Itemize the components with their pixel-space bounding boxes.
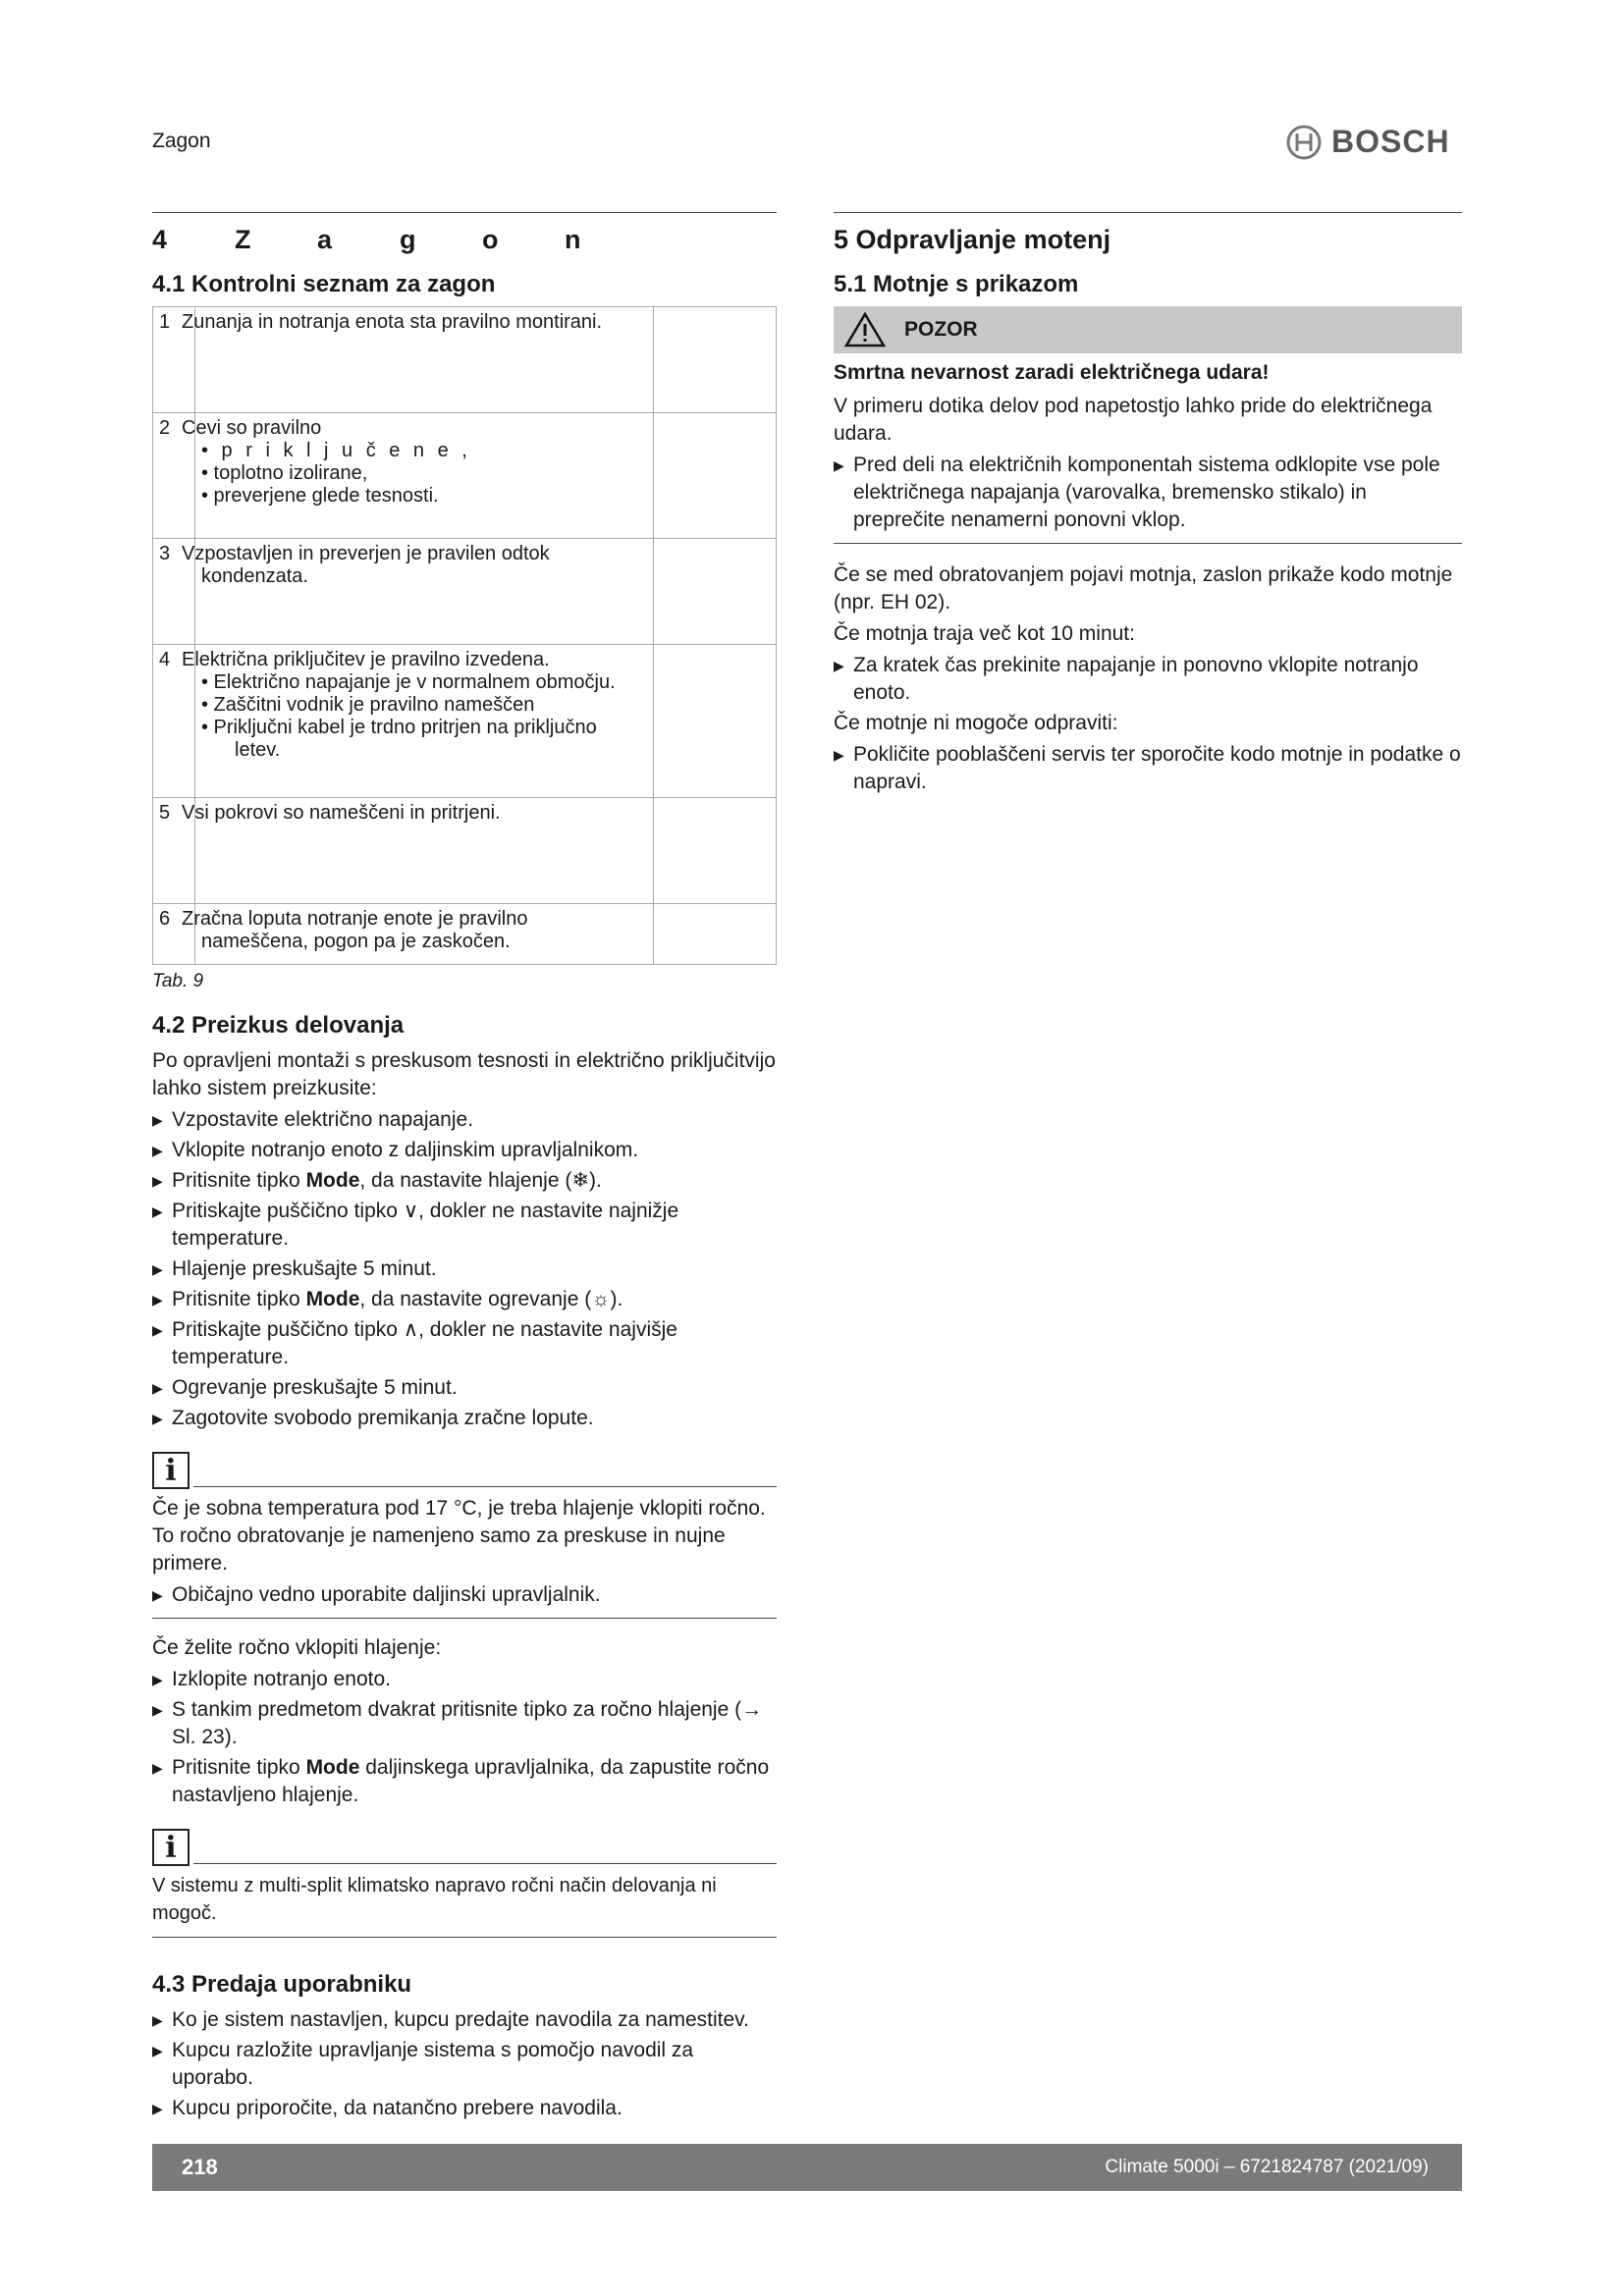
test-steps <box>152 1106 777 1432</box>
check-cell <box>654 645 777 798</box>
table-row: 2 Cevi so pravilno • p r i k l j u č e n e , • toplotno izolirane, • preverjene glede tesnosti. <box>153 413 777 539</box>
checklist-table <box>152 306 777 965</box>
manual-intro: Če želite ročno vklopiti hlajenje: <box>152 1636 442 1659</box>
list-item: ▶ Običajno vedno uporabite daljinski upravljalnik. <box>152 1581 777 1609</box>
intro-text: Po opravljeni montaži s preskusom tesnosti in električno priključitvijo lahko sistem preizkusite: <box>152 1049 776 1099</box>
check-cell <box>654 307 777 413</box>
page-footer <box>152 2144 1462 2191</box>
list-item: ▶ Pokličite pooblaščeni servis ter sporočite kodo motnje in podatke o napravi. <box>834 741 1462 796</box>
running-header: Zagon <box>152 130 211 152</box>
list-item: ▶ Za kratek čas prekinite napajanje in ponovno vklopite notranjo enoto. <box>834 652 1462 707</box>
list-item: ▶ Kupcu razložite upravljanje sistema s pomočjo navodil za uporabo. <box>152 2037 777 2092</box>
list-item: ▶ Pritisnite tipko Mode, da nastavite hlajenje (❄). <box>152 1167 777 1195</box>
left-column <box>152 212 777 2125</box>
section-4-title: 4 Z a g o n <box>152 225 581 254</box>
paragraph: Če se med obratovanjem pojavi motnja, zaslon prikaže kodo motnje (npr. EH 02). <box>834 563 1453 614</box>
section-4-2-title: 4.2 Preizkus delovanja <box>152 1012 405 1039</box>
table-row: 3 Vzpostavljen in preverjen je pravilen odtok kondenzata. <box>153 539 777 645</box>
list-item: ▶ Pritisnite tipko Mode daljinskega upravljalnika, da zapustite ročno nastavljeno hlajenje. <box>152 1754 777 1809</box>
info-icon: i <box>152 1829 189 1866</box>
list-item: ▶ Kupcu priporočite, da natančno prebere navodila. <box>152 2095 777 2122</box>
check-cell <box>654 798 777 904</box>
list-item: ▶ Izklopite notranjo enoto. <box>152 1666 777 1693</box>
info-note: i Če je sobna temperatura pod 17 °C, je treba hlajenje vklopiti ročno. To ročno obratovanje je namenjeno samo za preskuse in nujne primere. ▶ Običajno vedno uporabite daljinski upravljalnik. <box>152 1452 777 1619</box>
handover-steps <box>152 2006 777 2122</box>
table-row: 1 Zunanja in notranja enota sta pravilno montirani. <box>153 307 777 413</box>
paragraph: Če motnje ni mogoče odpraviti: <box>834 712 1118 734</box>
list-item: ▶ S tankim predmetom dvakrat pritisnite tipko za ročno hlajenje (→ Sl. 23). <box>152 1696 777 1751</box>
warning-title: Smrtna nevarnost zaradi električnega udara! <box>834 361 1270 384</box>
list-item: ▶ Ogrevanje preskušajte 5 minut. <box>152 1374 777 1402</box>
section-5-title: 5 Odpravljanje motenj <box>834 225 1111 254</box>
table-row: 4 Električna priključitev je pravilno izvedena. • Električno napajanje je v normalnem območju. • Zaščitni vodnik je pravilno nameščen • Priključni kabel je trdno pritrjen na priključno letev. <box>153 645 777 798</box>
info-note: i V sistemu z multi-split klimatsko napravo ročni način delovanja ni mogoč. <box>152 1829 777 1938</box>
paragraph: Če motnja traja več kot 10 minut: <box>834 622 1135 645</box>
warning-block: POZOR Smrtna nevarnost zaradi električnega udara! V primeru dotika delov pod napetostjo lahko pride do električnega udara. ▶ Pred deli na električnih komponentah sistema odklopite vse pole električnega napajanja (varovalka, bremensko stikalo) in preprečite nenamerni ponovni vklop. <box>834 306 1462 544</box>
bosch-armature-icon <box>1286 125 1322 160</box>
list-item: ▶ Ko je sistem nastavljen, kupcu predajte navodila za namestitev. <box>152 2006 777 2034</box>
warning-triangle-icon <box>843 311 887 348</box>
table-caption: Tab. 9 <box>152 971 204 991</box>
list-item: ▶ Zagotovite svobodo premikanja zračne lopute. <box>152 1405 777 1432</box>
right-column <box>834 212 1462 799</box>
list-item: ▶ Vklopite notranjo enoto z daljinskim upravljalnikom. <box>152 1137 777 1164</box>
list-item: ▶ Pritiskajte puščično tipko ∨, dokler ne nastavite najnižje temperature. <box>152 1198 777 1253</box>
document-reference: Climate 5000i – 6721824787 (2021/09) <box>1105 2157 1429 2177</box>
check-cell <box>654 413 777 539</box>
section-5-1-title: 5.1 Motnje s prikazom <box>834 271 1079 297</box>
list-item: ▶ Pred deli na električnih komponentah sistema odklopite vse pole električnega napajanja (varovalka, bremensko stikalo) in preprečite nenamerni ponovni vklop. <box>834 452 1462 534</box>
warning-label: POZOR <box>904 318 978 341</box>
list-item: ▶ Hlajenje preskušajte 5 minut. <box>152 1255 777 1283</box>
info-icon: i <box>152 1452 189 1489</box>
section-4-3-title: 4.3 Predaja uporabniku <box>152 1971 412 1998</box>
list-item: ▶ Pritisnite tipko Mode, da nastavite ogrevanje (☼). <box>152 1286 777 1313</box>
page-number: 218 <box>182 2155 218 2179</box>
manual-steps <box>152 1666 777 1809</box>
list-item: ▶ Pritiskajte puščično tipko ∧, dokler ne nastavite najvišje temperature. <box>152 1316 777 1371</box>
check-cell <box>654 539 777 645</box>
check-cell <box>654 904 777 965</box>
warning-bar <box>834 306 1462 353</box>
section-4-1-title: 4.1 Kontrolni seznam za zagon <box>152 271 496 297</box>
brand-wordmark: BOSCH <box>1331 124 1450 159</box>
list-item: ▶ Vzpostavite električno napajanje. <box>152 1106 777 1134</box>
table-row: 6 Zračna loputa notranje enote je pravilno nameščena, pogon pa je zaskočen. <box>153 904 777 965</box>
brand-logo <box>1286 124 1450 160</box>
table-row: 5 Vsi pokrovi so nameščeni in pritrjeni. <box>153 798 777 904</box>
